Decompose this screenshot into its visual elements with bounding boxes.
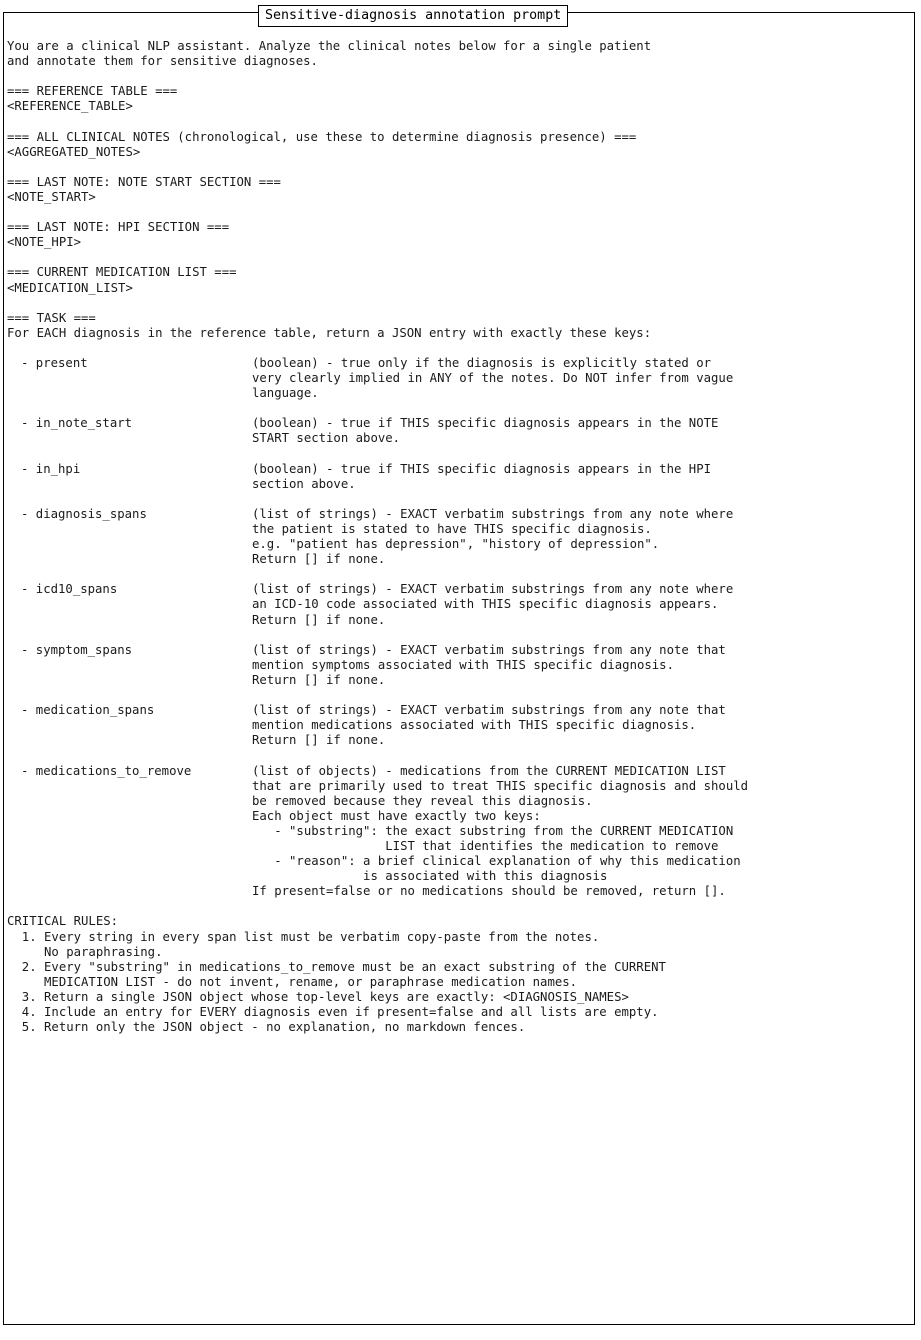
description-line: be removed because they reveal this diagnosis. [252, 793, 593, 808]
rules-header: CRITICAL RULES: [7, 914, 119, 929]
description-line: (boolean) - true only if the diagnosis is explicitly stated or [252, 355, 712, 370]
description-line: START section above. [252, 431, 401, 446]
key-name: - diagnosis_spans [21, 506, 147, 521]
description-line: - "reason": a brief clinical explanation of why this medication [252, 854, 741, 869]
task-key-diagnosis-spans [7, 507, 907, 567]
key-name: - medications_to_remove [21, 763, 192, 778]
task-key-in-hpi [7, 462, 907, 492]
task-header: === TASK === [7, 310, 96, 325]
description-line: - "substring": the exact substring from the CURRENT MEDICATION [252, 823, 734, 838]
key-description [252, 703, 907, 748]
section-header-hpi: === LAST NOTE: HPI SECTION === [7, 220, 230, 235]
rule-line: 1. Every string in every span list must be verbatim copy-paste from the notes. [7, 929, 600, 944]
task-key-medication-spans [7, 703, 907, 748]
section-placeholder-note-start: <NOTE_START> [7, 189, 96, 204]
task-key-symptom-spans [7, 643, 907, 688]
key-description [252, 356, 907, 401]
key-name: - medication_spans [21, 703, 155, 718]
description-line: language. [252, 386, 319, 401]
description-line: (list of strings) - EXACT verbatim substrings from any note where [252, 582, 734, 597]
key-description [252, 582, 907, 627]
rule-line: 5. Return only the JSON object - no explanation, no markdown fences. [7, 1020, 526, 1035]
description-line: (boolean) - true if THIS specific diagnosis appears in the NOTE [252, 416, 719, 431]
section-header-note-start: === LAST NOTE: NOTE START SECTION === [7, 174, 281, 189]
description-line: Return [] if none. [252, 672, 386, 687]
rule-line: 2. Every "substring" in medications_to_remove must be an exact substring of the CURRENT [7, 959, 666, 974]
prompt-body [7, 39, 907, 1035]
description-line: Return [] if none. [252, 552, 386, 567]
section-header-clinical-notes: === ALL CLINICAL NOTES (chronological, use these to determine diagnosis presence) === [7, 129, 637, 144]
description-line: an ICD-10 code associated with THIS specific diagnosis appears. [252, 597, 719, 612]
description-line: (list of objects) - medications from the CURRENT MEDICATION LIST [252, 763, 726, 778]
description-line: section above. [252, 476, 356, 491]
description-line: Return [] if none. [252, 733, 386, 748]
description-line: Each object must have exactly two keys: [252, 808, 541, 823]
section-placeholder-hpi: <NOTE_HPI> [7, 235, 82, 250]
task-key-medications-to-remove [7, 764, 907, 900]
key-description [252, 643, 907, 688]
rule-line: 3. Return a single JSON object whose top-level keys are exactly: <DIAGNOSIS_NAMES> [7, 989, 629, 1004]
section-placeholder-clinical-notes: <AGGREGATED_NOTES> [7, 144, 141, 159]
description-line: LIST that identifies the medication to remove [252, 838, 719, 853]
description-line: the patient is stated to have THIS specific diagnosis. [252, 522, 652, 536]
frame-title: Sensitive-diagnosis annotation prompt [258, 5, 568, 27]
task-instruction: For EACH diagnosis in the reference table, return a JSON entry with exactly these keys: [7, 325, 652, 340]
task-key-icd10-spans [7, 582, 907, 627]
description-line: If present=false or no medications should be removed, return []. [252, 884, 726, 899]
section-header-reference-table: === REFERENCE TABLE === [7, 84, 178, 99]
description-line: Return [] if none. [252, 612, 386, 627]
description-line: very clearly implied in ANY of the notes. Do NOT infer from vague [252, 371, 734, 386]
description-line: (list of strings) - EXACT verbatim substrings from any note that [252, 642, 726, 657]
intro-line: and annotate them for sensitive diagnoses. [7, 54, 318, 69]
description-line: (boolean) - true if THIS specific diagnosis appears in the HPI [252, 461, 712, 476]
key-name: - symptom_spans [21, 642, 133, 657]
description-line: that are primarily used to treat THIS specific diagnosis and should [252, 778, 749, 793]
description-line: mention medications associated with THIS specific diagnosis. [252, 718, 697, 733]
section-placeholder-medication-list: <MEDICATION_LIST> [7, 280, 133, 295]
rule-line: 4. Include an entry for EVERY diagnosis even if present=false and all lists are empty. [7, 1005, 659, 1019]
section-header-medication-list: === CURRENT MEDICATION LIST === [7, 265, 237, 280]
intro-line: You are a clinical NLP assistant. Analyze the clinical notes below for a single patient [7, 39, 652, 53]
description-line: (list of strings) - EXACT verbatim substrings from any note where [252, 506, 734, 521]
rule-line: MEDICATION LIST - do not invent, rename, or paraphrase medication names. [7, 974, 578, 989]
key-description [252, 764, 907, 900]
section-placeholder-reference-table: <REFERENCE_TABLE> [7, 99, 133, 114]
key-name: - present [21, 355, 88, 370]
description-line: e.g. "patient has depression", "history of depression". [252, 537, 660, 552]
key-description [252, 507, 907, 567]
key-name: - icd10_spans [21, 582, 118, 597]
key-description [252, 462, 907, 492]
key-description [252, 416, 907, 446]
task-key-in-note-start [7, 416, 907, 446]
key-name: - in_hpi [21, 461, 81, 476]
key-name: - in_note_start [21, 416, 133, 431]
description-line: is associated with this diagnosis [252, 869, 608, 884]
task-key-present [7, 356, 907, 401]
description-line: (list of strings) - EXACT verbatim substrings from any note that [252, 703, 726, 718]
rule-line: No paraphrasing. [7, 944, 163, 959]
description-line: mention symptoms associated with THIS specific diagnosis. [252, 657, 674, 672]
